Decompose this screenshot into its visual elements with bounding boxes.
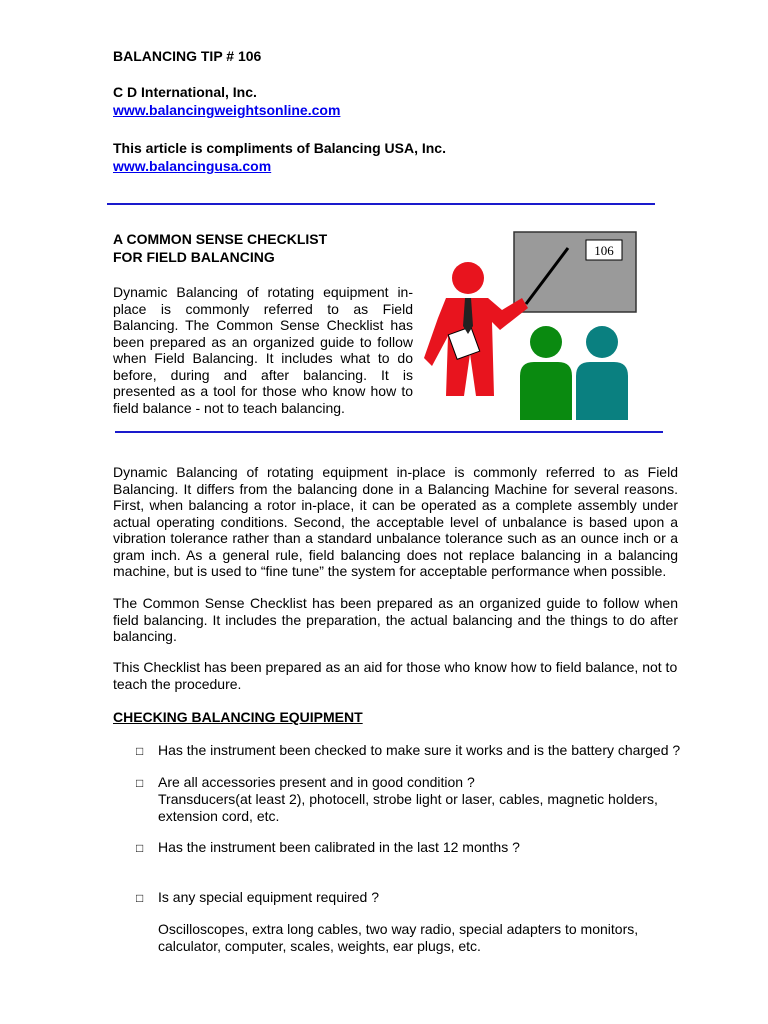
tip-title: BALANCING TIP # 106 <box>113 48 262 64</box>
presentation-illustration <box>418 226 640 422</box>
compliments-text: This article is compliments of Balancing USA, Inc. <box>113 140 446 156</box>
checklist-item-2-detail: Transducers(at least 2), photocell, strobe light or laser, cables, magnetic holders, extension cord, etc. <box>158 791 658 824</box>
checkbox-icon[interactable]: □ <box>136 841 144 855</box>
checklist-item-4: Is any special equipment required ? <box>158 889 380 905</box>
checkbox-icon[interactable]: □ <box>136 776 144 790</box>
checklist-item-3: Has the instrument been calibrated in the last 12 months ? <box>158 839 520 855</box>
body-paragraph-3: This Checklist has been prepared as an aid for those who know how to field balance, not to teach the procedure. <box>113 659 678 692</box>
middle-divider <box>115 431 663 433</box>
section-heading: CHECKING BALANCING EQUIPMENT <box>113 709 363 725</box>
compliments-link[interactable]: www.balancingusa.com <box>113 158 272 174</box>
intro-summary: Dynamic Balancing of rotating equipment in-place is commonly referred to as Field Balancing. The Common Sense Checklist has been prepared as an organized guide to follow when Field Balancing. It includes what to do before, during and after balancing. It is presented as a tool for those who know how to field balance - not to teach balancing. <box>113 284 413 416</box>
company-link[interactable]: www.balancingweightsonline.com <box>113 102 341 118</box>
checklist-item-1: Has the instrument been checked to make sure it works and is the battery charged ? <box>158 742 681 758</box>
body-paragraph-1: Dynamic Balancing of rotating equipment in-place is commonly referred to as Field Balancing. It differs from the balancing done in a Balancing Machine for several reasons. First, when balancing a rotor in-place, it can be operated as a complete assembly under actual operating conditions. Second, the acceptable level of unbalance is based upon a vibration tolerance rather than a standard unbalance tolerance such as an ounce inch or a gram inch. As a general rule, field balancing does not replace balancing in a balancing machine, but is used to “fine tune” the system for acceptable performance when possible. <box>113 464 678 579</box>
body-paragraph-2: The Common Sense Checklist has been prepared as an organized guide to follow when field balancing. It includes the preparation, the actual balancing and the things to do after balancing. <box>113 595 678 644</box>
student-right <box>576 326 628 420</box>
checklist-item-4-detail: Oscilloscopes, extra long cables, two way radio, special adapters to monitors, calculator, computer, scales, weights, ear plugs, etc. <box>158 921 639 954</box>
company-name: C D International, Inc. <box>113 84 257 100</box>
intro-heading-line1: A COMMON SENSE CHECKLIST <box>113 231 328 247</box>
student-left <box>520 326 572 420</box>
board-label: 106 <box>594 243 614 258</box>
checkbox-icon[interactable]: □ <box>136 891 144 905</box>
checklist-item-2: Are all accessories present and in good condition ? <box>158 774 475 790</box>
top-divider <box>107 203 655 205</box>
intro-heading-line2: FOR FIELD BALANCING <box>113 249 275 265</box>
presenter-figure <box>424 262 528 396</box>
checkbox-icon[interactable]: □ <box>136 744 144 758</box>
